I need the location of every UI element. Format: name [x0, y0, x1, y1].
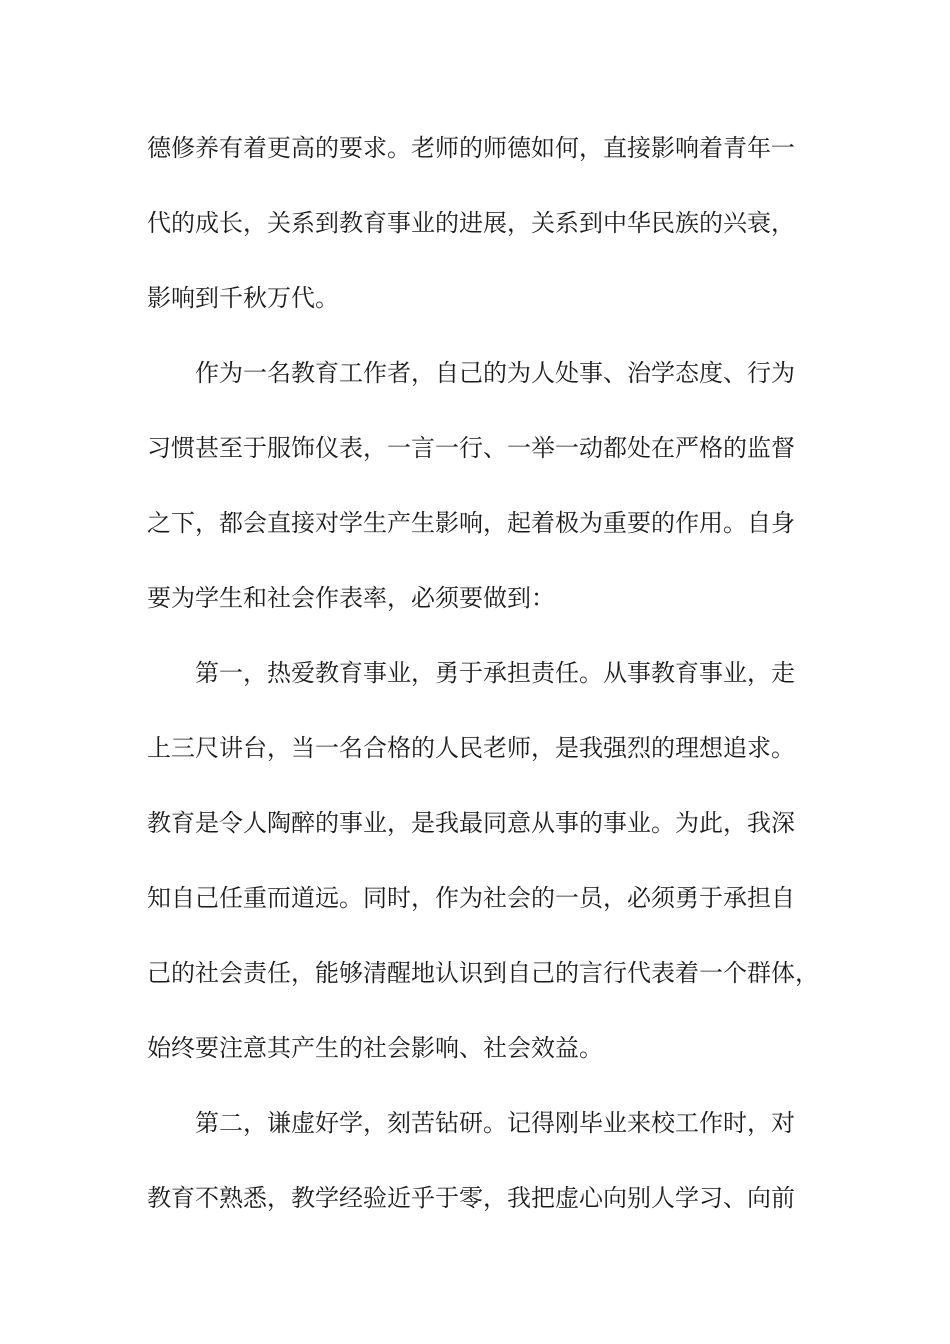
paragraph-first-line: 作为一名教育工作者，自己的为人处事、治学态度、行为 [195, 359, 795, 387]
paragraph-line: 己的社会责任，能够清醒地认识到自己的言行代表着一个群体， [147, 959, 819, 987]
paragraph-first-line: 第二，谦虚好学，刻苦钻研。记得刚毕业来校工作时，对 [195, 1109, 795, 1137]
paragraph-line: 始终要注意其产生的社会影响、社会效益。 [147, 1034, 603, 1062]
paragraph-line: 教育不熟悉，教学经验近乎于零，我把虚心向别人学习、向前 [147, 1184, 795, 1212]
paragraph-line: 教育是令人陶醉的事业，是我最同意从事的事业。为此，我深 [147, 809, 795, 837]
paragraph-line: 上三尺讲台，当一名合格的人民老师，是我强烈的理想追求。 [147, 734, 795, 762]
paragraph-line: 代的成长，关系到教育事业的进展，关系到中华民族的兴衰， [147, 209, 795, 237]
paragraph-first-line: 第一，热爱教育事业，勇于承担责任。从事教育事业，走 [195, 659, 795, 687]
paragraph-line: 知自己任重而道远。同时，作为社会的一员，必须勇于承担自 [147, 884, 795, 912]
paragraph-line: 习惯甚至于服饰仪表，一言一行、一举一动都处在严格的监督 [147, 434, 795, 462]
paragraph-line: 影响到千秋万代。 [147, 284, 339, 312]
paragraph-line: 德修养有着更高的要求。老师的师德如何，直接影响着青年一 [147, 134, 795, 162]
paragraph-line: 之下，都会直接对学生产生影响，起着极为重要的作用。自身 [147, 509, 795, 537]
paragraph-line: 要为学生和社会作表率，必须要做到： [147, 584, 555, 612]
